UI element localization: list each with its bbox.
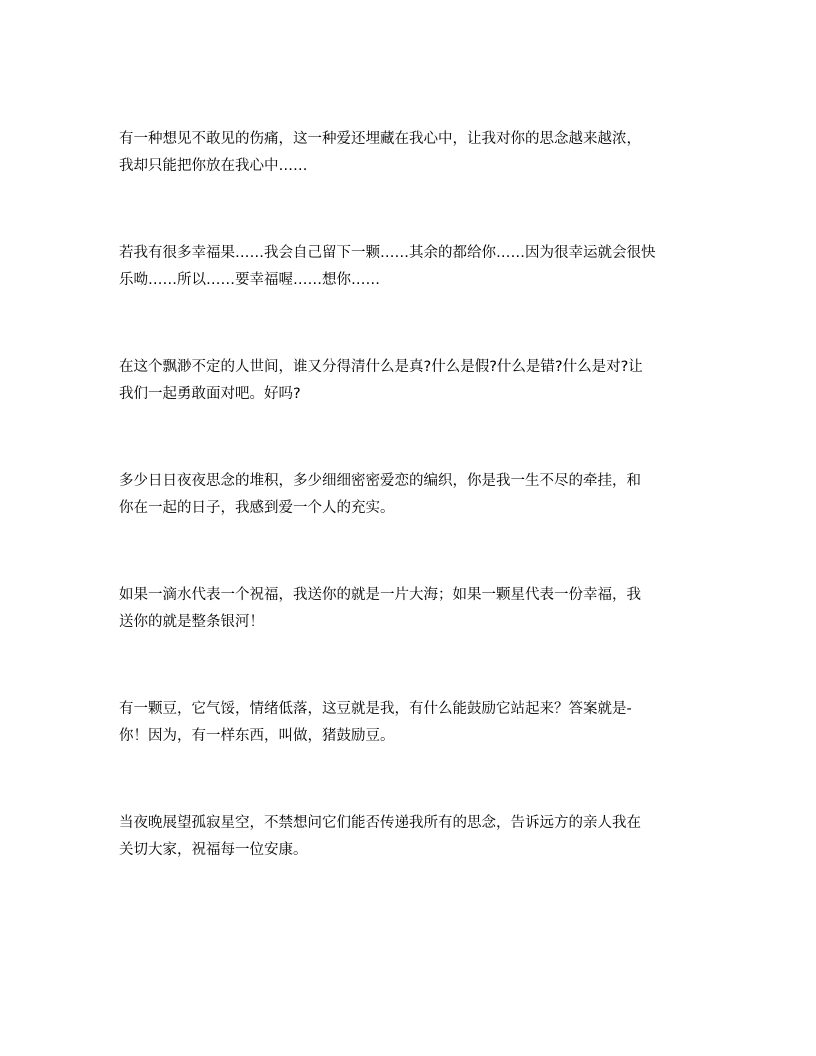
paragraph-line: 送你的就是整条银河！ bbox=[119, 614, 264, 630]
paragraph-line: 关切大家，祝福每一位安康。 bbox=[119, 842, 308, 858]
paragraph-6 bbox=[119, 696, 699, 750]
paragraph-line: 当夜晚展望孤寂星空，不禁想问它们能否传递我所有的思念，告诉远方的亲人我在 bbox=[119, 815, 641, 831]
paragraph-1 bbox=[119, 126, 699, 180]
paragraph-3 bbox=[119, 354, 699, 408]
paragraph-4 bbox=[119, 468, 699, 522]
paragraph-line: 你在一起的日子，我感到爱一个人的充实。 bbox=[119, 500, 395, 516]
paragraph-line: 你！因为，有一样东西，叫做，猪鼓励豆。 bbox=[119, 728, 395, 744]
document-body bbox=[119, 126, 699, 924]
paragraph-line: 如果一滴水代表一个祝福，我送你的就是一片大海；如果一颗星代表一份幸福，我 bbox=[119, 587, 641, 603]
paragraph-line: 乐呦……所以……要幸福喔……想你…… bbox=[119, 272, 380, 288]
paragraph-line: 我却只能把你放在我心中…… bbox=[119, 158, 308, 174]
paragraph-5 bbox=[119, 582, 699, 636]
paragraph-line: 在这个飘渺不定的人世间，谁又分得清什么是真?什么是假?什么是错?什么是对?让 bbox=[119, 359, 643, 375]
paragraph-line: 我们一起勇敢面对吧。好吗? bbox=[119, 386, 301, 402]
paragraph-2 bbox=[119, 240, 699, 294]
paragraph-line: 有一颗豆，它气馁，情绪低落，这豆就是我，有什么能鼓励它站起来？答案就是- bbox=[119, 701, 632, 717]
paragraph-line: 多少日日夜夜思念的堆积，多少细细密密爱恋的编织，你是我一生不尽的牵挂，和 bbox=[119, 473, 641, 489]
paragraph-7 bbox=[119, 810, 699, 864]
paragraph-line: 若我有很多幸福果……我会自己留下一颗……其余的都给你……因为很幸运就会很快 bbox=[119, 245, 656, 261]
paragraph-line: 有一种想见不敢见的伤痛，这一种爱还埋藏在我心中，让我对你的思念越来越浓， bbox=[119, 131, 641, 147]
